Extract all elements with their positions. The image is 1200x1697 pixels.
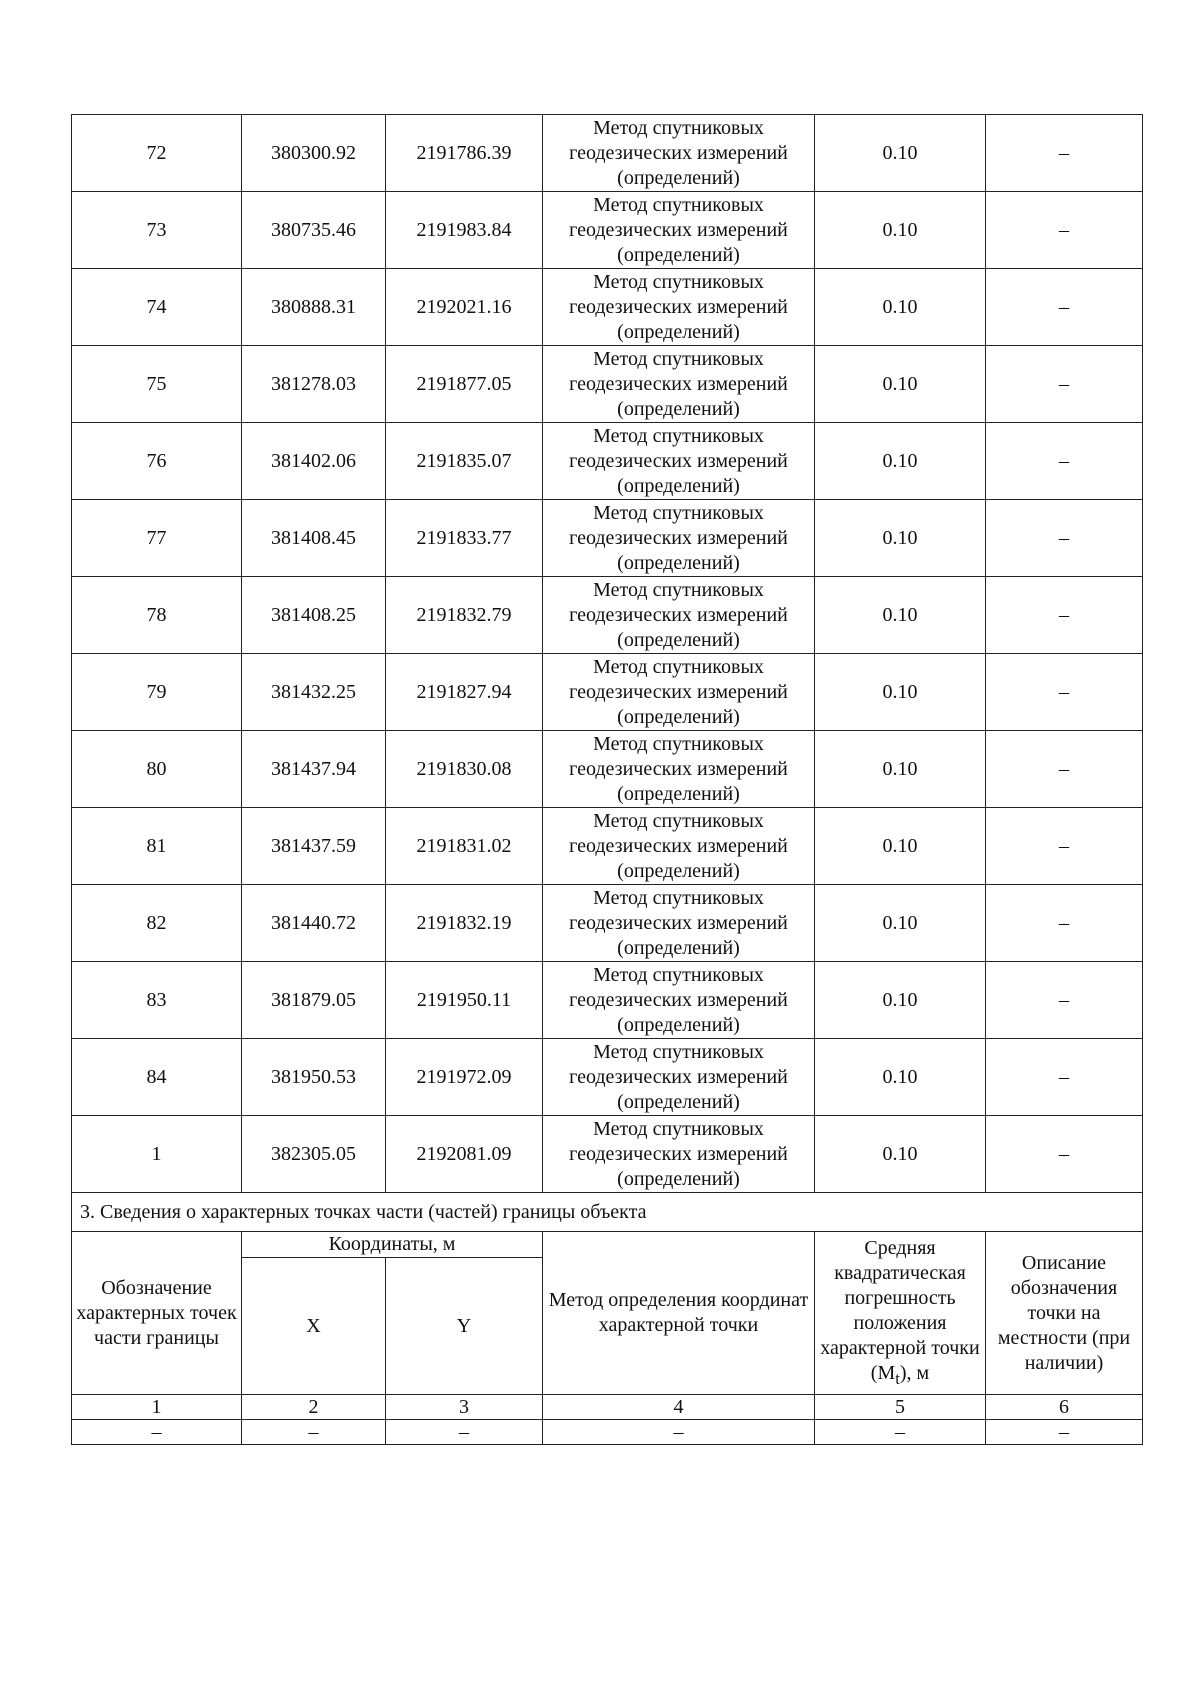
empty-cell: –: [543, 1420, 815, 1445]
header-accuracy: [815, 1232, 986, 1395]
coord-y-cell: 2191786.39: [386, 115, 543, 192]
description-cell: –: [986, 962, 1143, 1039]
accuracy-cell: 0.10: [815, 115, 986, 192]
point-id-cell: 83: [72, 962, 242, 1039]
accuracy-cell: 0.10: [815, 808, 986, 885]
coord-y-cell: 2191983.84: [386, 192, 543, 269]
document-sheet: [71, 114, 1142, 1445]
accuracy-cell: 0.10: [815, 962, 986, 1039]
coord-y-cell: 2191832.19: [386, 885, 543, 962]
table-row: [72, 1039, 1143, 1116]
description-cell: –: [986, 577, 1143, 654]
method-cell: Метод спутниковых геодезических измерений (определений): [543, 192, 815, 269]
method-cell: Метод спутниковых геодезических измерений (определений): [543, 500, 815, 577]
method-cell: Метод спутниковых геодезических измерений (определений): [543, 885, 815, 962]
point-id-cell: 76: [72, 423, 242, 500]
table-row: [72, 1116, 1143, 1193]
point-id-cell: 1: [72, 1116, 242, 1193]
table-row: [72, 731, 1143, 808]
coord-x-cell: 381408.25: [242, 577, 386, 654]
method-cell: Метод спутниковых геодезических измерений (определений): [543, 423, 815, 500]
accuracy-cell: 0.10: [815, 1116, 986, 1193]
method-cell: Метод спутниковых геодезических измерений (определений): [543, 115, 815, 192]
coord-x-cell: 382305.05: [242, 1116, 386, 1193]
header-y: Y: [386, 1258, 543, 1395]
point-id-cell: 72: [72, 115, 242, 192]
accuracy-cell: 0.10: [815, 885, 986, 962]
method-cell: Метод спутниковых геодезических измерений (определений): [543, 346, 815, 423]
coord-x-cell: 380300.92: [242, 115, 386, 192]
coord-x-cell: 381440.72: [242, 885, 386, 962]
description-cell: –: [986, 731, 1143, 808]
header-coordinates: Координаты, м: [242, 1232, 543, 1258]
table-row: [72, 962, 1143, 1039]
coord-x-cell: 381402.06: [242, 423, 386, 500]
table-row: [72, 115, 1143, 192]
points-table-body: [72, 115, 1143, 1193]
empty-cell: –: [815, 1420, 986, 1445]
point-id-cell: 84: [72, 1039, 242, 1116]
section3-title: 3. Сведения о характерных точках части (частей) границы объекта: [72, 1193, 1143, 1232]
section3-block: [72, 1193, 1143, 1445]
table-row: [72, 654, 1143, 731]
accuracy-cell: 0.10: [815, 500, 986, 577]
column-number: 1: [72, 1395, 242, 1420]
point-id-cell: 77: [72, 500, 242, 577]
coord-x-cell: 380888.31: [242, 269, 386, 346]
coord-x-cell: 381278.03: [242, 346, 386, 423]
coord-y-cell: 2191972.09: [386, 1039, 543, 1116]
coord-x-cell: 381437.94: [242, 731, 386, 808]
accuracy-cell: 0.10: [815, 654, 986, 731]
table-row: [72, 500, 1143, 577]
description-cell: –: [986, 423, 1143, 500]
coord-y-cell: 2191950.11: [386, 962, 543, 1039]
coord-y-cell: 2191832.79: [386, 577, 543, 654]
coord-x-cell: 381950.53: [242, 1039, 386, 1116]
table-row: [72, 885, 1143, 962]
coord-x-cell: 381432.25: [242, 654, 386, 731]
coord-x-cell: 381437.59: [242, 808, 386, 885]
table-row: [72, 423, 1143, 500]
table-row: [72, 269, 1143, 346]
coord-y-cell: 2192081.09: [386, 1116, 543, 1193]
boundary-points-table: [71, 114, 1143, 1445]
coord-y-cell: 2191833.77: [386, 500, 543, 577]
column-number: 3: [386, 1395, 543, 1420]
point-id-cell: 80: [72, 731, 242, 808]
column-number: 4: [543, 1395, 815, 1420]
point-id-cell: 81: [72, 808, 242, 885]
table-row: [72, 346, 1143, 423]
point-id-cell: 82: [72, 885, 242, 962]
header-accuracy-unit: ), м: [899, 1361, 930, 1384]
description-cell: –: [986, 346, 1143, 423]
accuracy-cell: 0.10: [815, 577, 986, 654]
header-designation: Обозначение характерных точек части границы: [72, 1232, 242, 1395]
description-cell: –: [986, 500, 1143, 577]
description-cell: –: [986, 1116, 1143, 1193]
coord-y-cell: 2191835.07: [386, 423, 543, 500]
description-cell: –: [986, 1039, 1143, 1116]
empty-cell: –: [386, 1420, 543, 1445]
description-cell: –: [986, 654, 1143, 731]
header-x: X: [242, 1258, 386, 1395]
header-accuracy-text: Средняя квадратическая погрешность положения характерной точки (M: [820, 1236, 980, 1384]
coord-x-cell: 380735.46: [242, 192, 386, 269]
point-id-cell: 73: [72, 192, 242, 269]
method-cell: Метод спутниковых геодезических измерений (определений): [543, 962, 815, 1039]
description-cell: –: [986, 808, 1143, 885]
empty-cell: –: [72, 1420, 242, 1445]
accuracy-cell: 0.10: [815, 192, 986, 269]
header-accuracy-subscript: t: [895, 1368, 900, 1388]
header-method: Метод определения координат характерной точки: [543, 1232, 815, 1395]
column-number: 2: [242, 1395, 386, 1420]
method-cell: Метод спутниковых геодезических измерений (определений): [543, 1116, 815, 1193]
method-cell: Метод спутниковых геодезических измерений (определений): [543, 577, 815, 654]
empty-data-row: [72, 1420, 1143, 1445]
coord-y-cell: 2191877.05: [386, 346, 543, 423]
accuracy-cell: 0.10: [815, 731, 986, 808]
point-id-cell: 75: [72, 346, 242, 423]
coord-y-cell: 2192021.16: [386, 269, 543, 346]
method-cell: Метод спутниковых геодезических измерений (определений): [543, 808, 815, 885]
point-id-cell: 79: [72, 654, 242, 731]
column-number: 6: [986, 1395, 1143, 1420]
coord-x-cell: 381408.45: [242, 500, 386, 577]
point-id-cell: 74: [72, 269, 242, 346]
table-row: [72, 192, 1143, 269]
coord-y-cell: 2191831.02: [386, 808, 543, 885]
coord-x-cell: 381879.05: [242, 962, 386, 1039]
empty-cell: –: [986, 1420, 1143, 1445]
column-number-row: [72, 1395, 1143, 1420]
method-cell: Метод спутниковых геодезических измерений (определений): [543, 1039, 815, 1116]
description-cell: –: [986, 192, 1143, 269]
description-cell: –: [986, 269, 1143, 346]
column-number: 5: [815, 1395, 986, 1420]
header-description: Описание обозначения точки на местности (при наличии): [986, 1232, 1143, 1395]
method-cell: Метод спутниковых геодезических измерений (определений): [543, 654, 815, 731]
accuracy-cell: 0.10: [815, 423, 986, 500]
method-cell: Метод спутниковых геодезических измерений (определений): [543, 269, 815, 346]
accuracy-cell: 0.10: [815, 269, 986, 346]
method-cell: Метод спутниковых геодезических измерений (определений): [543, 731, 815, 808]
table-row: [72, 577, 1143, 654]
point-id-cell: 78: [72, 577, 242, 654]
coord-y-cell: 2191830.08: [386, 731, 543, 808]
accuracy-cell: 0.10: [815, 1039, 986, 1116]
description-cell: –: [986, 115, 1143, 192]
coord-y-cell: 2191827.94: [386, 654, 543, 731]
accuracy-cell: 0.10: [815, 346, 986, 423]
table-row: [72, 808, 1143, 885]
empty-cell: –: [242, 1420, 386, 1445]
description-cell: –: [986, 885, 1143, 962]
